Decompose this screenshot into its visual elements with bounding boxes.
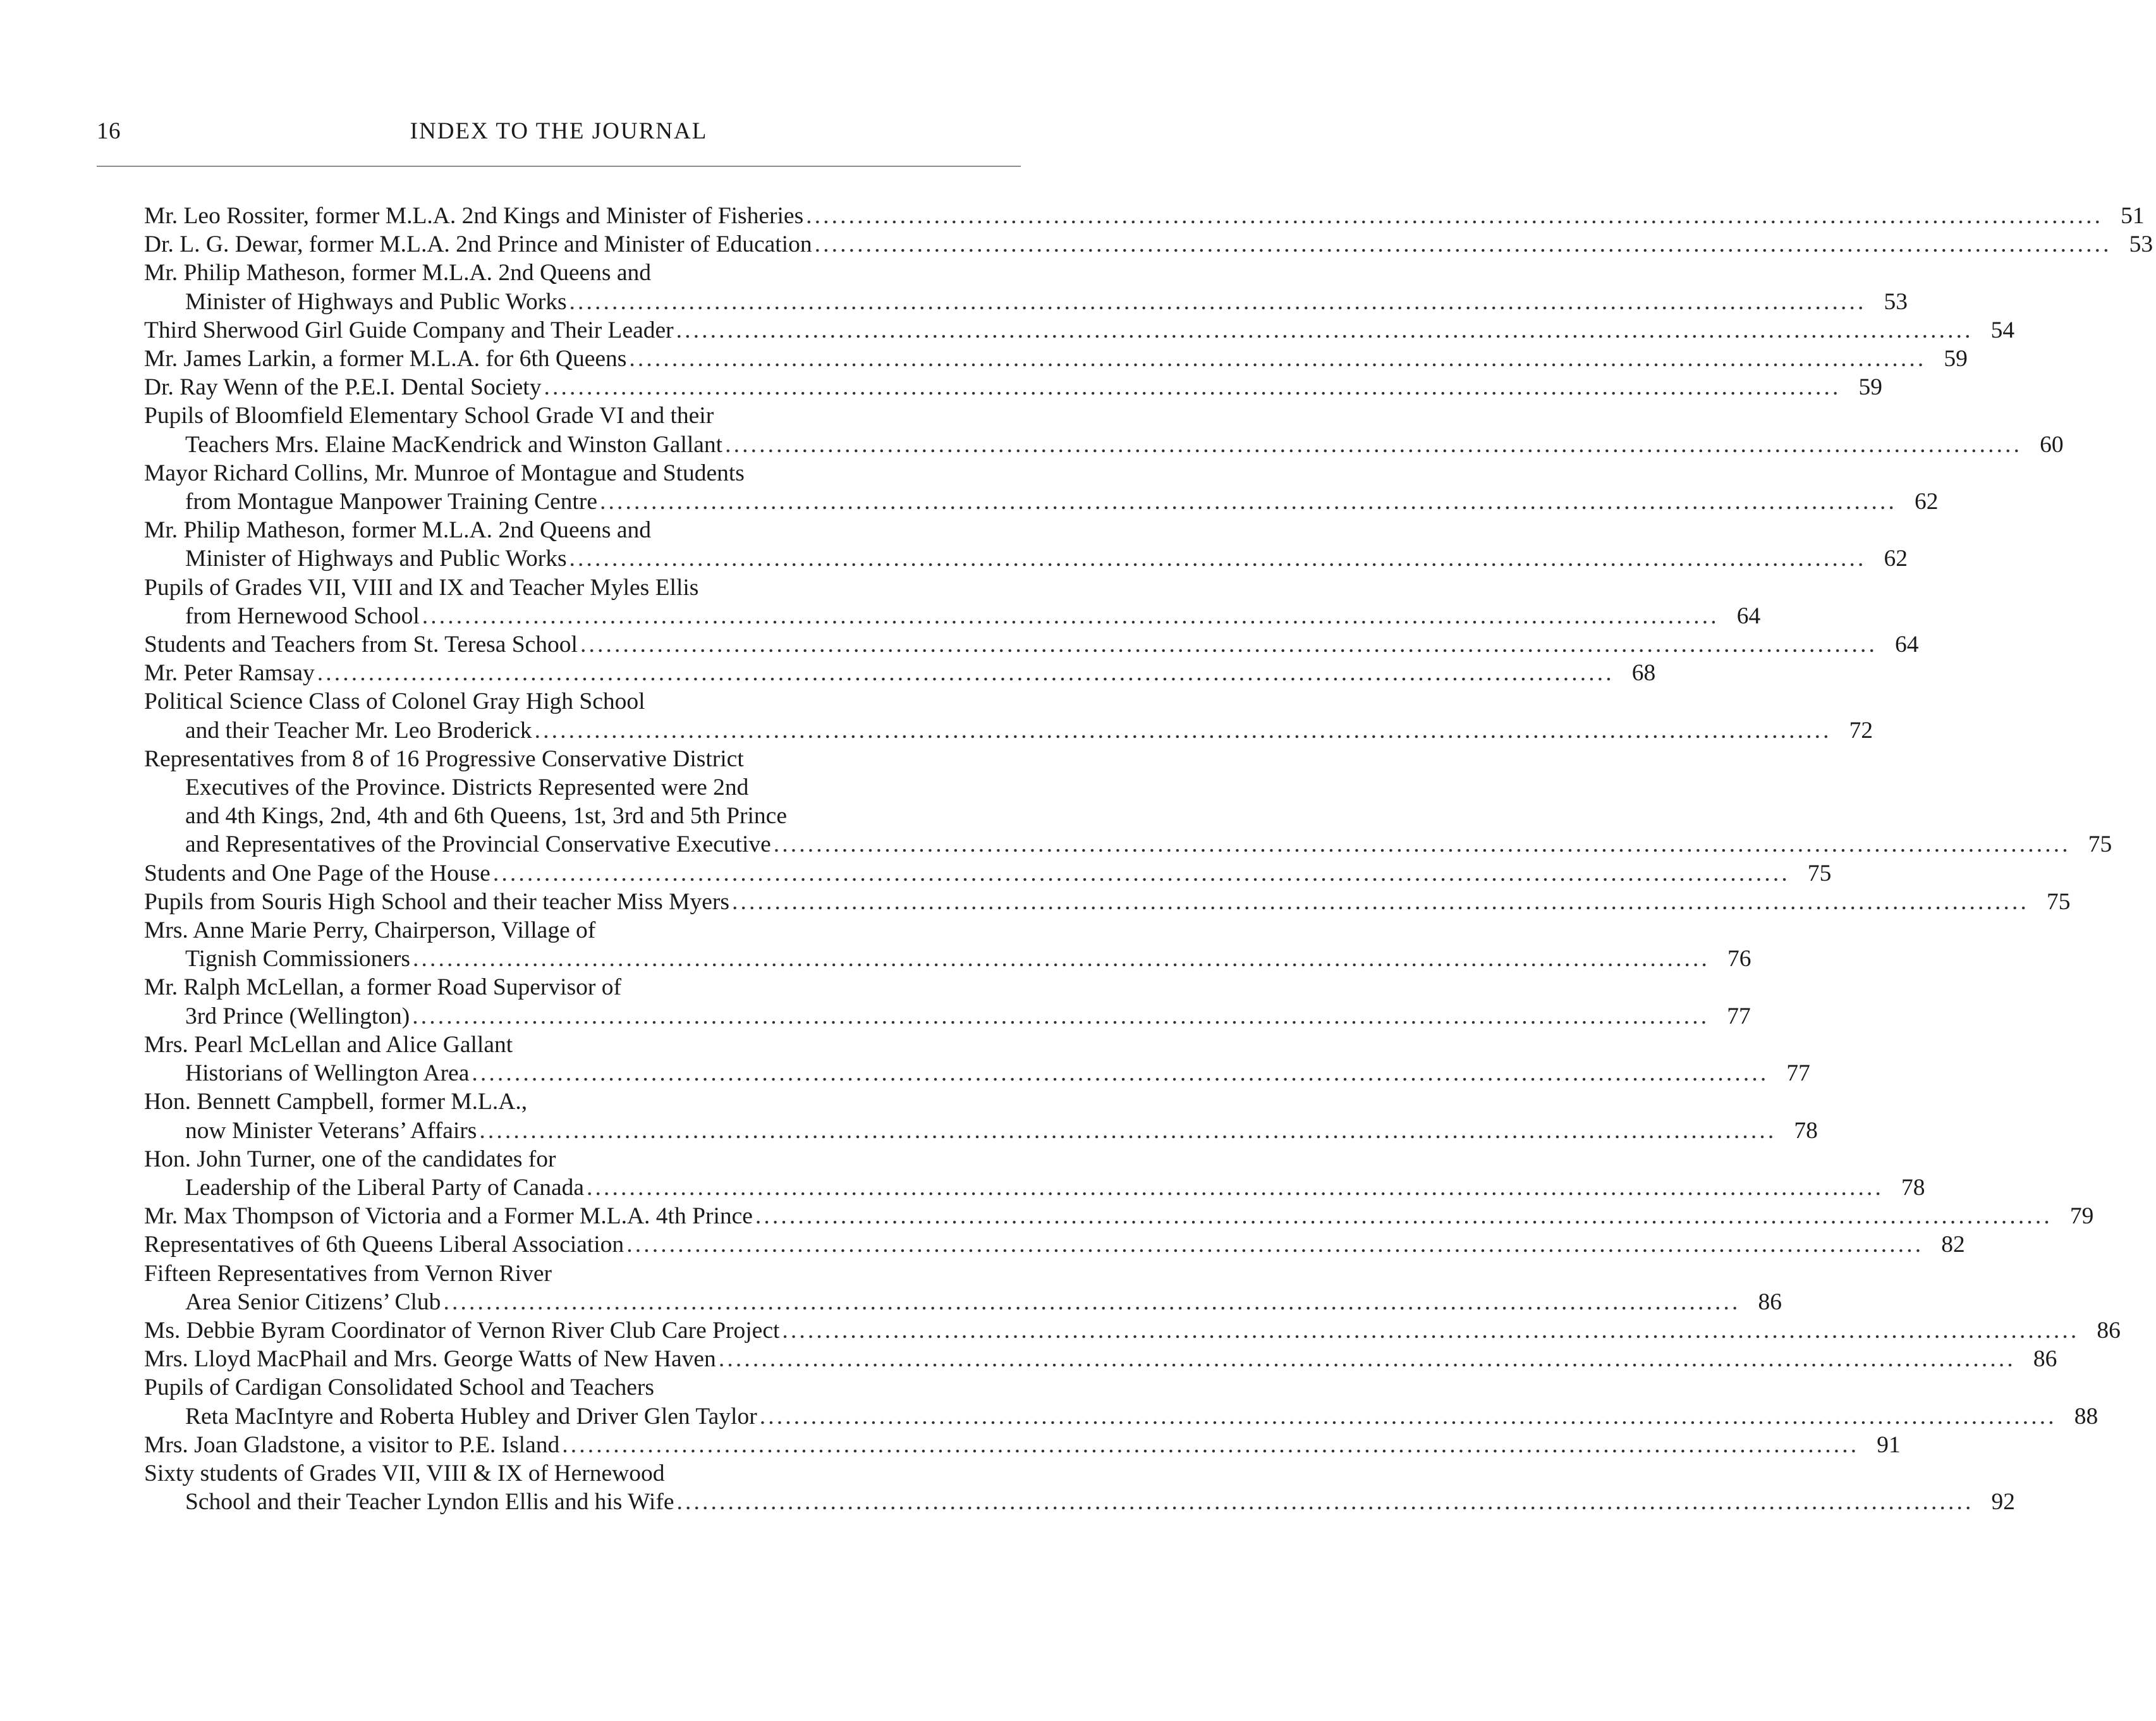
dot-leader: ........................................................................................................................................................ — [544, 374, 1841, 401]
entry-page-number: 78 — [1901, 1174, 1925, 1201]
entry-text: Executives of the Province. Districts Represented were 2nd — [185, 775, 749, 801]
entry-page-number: 68 — [1631, 660, 1656, 687]
entry-text: Mrs. Pearl McLellan and Alice Gallant — [144, 1031, 513, 1058]
dot-leader: ........................................................................................................................................................ — [443, 1289, 1741, 1315]
entry-line — [144, 659, 1656, 687]
index-entry — [144, 1259, 1782, 1316]
entry-text: Minister of Highways and Public Works — [185, 546, 567, 572]
entry-text: Leadership of the Liberal Party of Canada — [185, 1174, 584, 1201]
entry-text: Mr. Ralph McLellan, a former Road Supervisor of — [144, 974, 622, 1001]
dot-leader: ........................................................................................................................................................ — [492, 860, 1790, 886]
dot-leader: ........................................................................................................................................................ — [413, 946, 1710, 972]
index-entry — [144, 316, 2015, 345]
entry-page-number: 92 — [1991, 1489, 2015, 1516]
entry-line — [144, 459, 1023, 487]
index-entry — [144, 687, 1873, 744]
entry-continuation-line — [144, 1173, 1925, 1202]
index-entry — [144, 401, 2064, 458]
page-number: 16 — [97, 118, 121, 144]
index-entry — [144, 373, 1882, 401]
index-entry — [144, 659, 1656, 687]
index-entry — [144, 1345, 2057, 1373]
dot-leader: ........................................................................................................................................................ — [562, 1431, 1860, 1458]
entry-page-number: 82 — [1941, 1232, 1965, 1258]
entry-text: Representatives of 6th Queens Liberal Association — [144, 1232, 624, 1258]
entry-text: Mr. Peter Ramsay — [144, 660, 315, 687]
dot-leader: ........................................................................................................................................................ — [731, 888, 2029, 915]
entry-line — [144, 573, 1023, 602]
dot-leader: ........................................................................................................................................................ — [718, 1346, 2016, 1373]
entry-text: and 4th Kings, 2nd, 4th and 6th Queens, 1st, 3rd and 5th Prince — [185, 803, 787, 830]
index-entry — [144, 459, 1939, 516]
entry-line — [144, 345, 1968, 373]
entry-text: Hon. Bennett Campbell, former M.L.A., — [144, 1089, 528, 1115]
entry-page-number: 91 — [1877, 1431, 1901, 1458]
dot-leader: ........................................................................................................................................................ — [629, 346, 1927, 372]
entry-text: now Minister Veterans’ Affairs — [185, 1117, 477, 1144]
entry-line — [144, 1031, 1023, 1059]
entry-line — [144, 916, 1023, 945]
entry-text: Sixty students of Grades VII, VIII & IX of Hernewood — [144, 1460, 665, 1486]
dot-leader: ........................................................................................................................................................ — [599, 489, 1897, 515]
index-entry — [144, 1431, 1901, 1459]
entry-line — [144, 687, 1023, 716]
entry-page-number: 53 — [2129, 231, 2153, 258]
entry-text: 3rd Prince (Wellington) — [185, 1003, 410, 1029]
entry-continuation-line — [144, 830, 2112, 859]
entry-line — [144, 1345, 2057, 1373]
dot-leader: ........................................................................................................................................................ — [676, 1489, 1974, 1516]
entry-line — [144, 1202, 2094, 1230]
index-entry — [144, 745, 2112, 859]
entry-page-number: 86 — [2097, 1317, 2121, 1344]
entry-text: Pupils of Bloomfield Elementary School Grade VI and their — [144, 403, 714, 429]
entry-page-number: 64 — [1894, 632, 1919, 658]
index-entry — [144, 259, 1908, 315]
entry-line — [144, 1373, 1023, 1402]
entry-text: Historians of Wellington Area — [185, 1060, 470, 1087]
entry-page-number: 60 — [2040, 431, 2064, 458]
entry-continuation-line — [144, 487, 1939, 516]
entry-text: Political Science Class of Colonel Gray High School — [144, 689, 645, 715]
index-entry — [144, 1373, 2098, 1430]
entry-continuation-line — [144, 802, 1023, 830]
entry-continuation-line — [144, 544, 1908, 573]
entry-text: and Representatives of the Provincial Conservative Executive — [185, 831, 771, 858]
index-entry — [144, 888, 2071, 916]
entry-text: Mrs. Lloyd MacPhail and Mrs. George Watts of New Haven — [144, 1346, 716, 1373]
entry-page-number: 77 — [1786, 1060, 1810, 1087]
entry-line — [144, 259, 1023, 287]
entry-text: Dr. L. G. Dewar, former M.L.A. 2nd Prince and Minister of Education — [144, 231, 812, 258]
entry-line — [144, 745, 1023, 773]
entry-text: School and their Teacher Lyndon Ellis and his Wife — [185, 1489, 674, 1516]
entry-text: Pupils from Souris High School and their teacher Miss Myers — [144, 888, 729, 915]
index-entry — [144, 230, 2153, 259]
running-title: INDEX TO THE JOURNAL — [410, 118, 708, 144]
entry-page-number: 53 — [1884, 288, 1908, 315]
entry-text: Third Sherwood Girl Guide Company and Their Leader — [144, 317, 674, 343]
entry-continuation-line — [144, 716, 1873, 745]
entry-continuation-line — [144, 1488, 2015, 1516]
entry-line — [144, 1087, 1023, 1116]
index-entries — [144, 202, 2153, 1516]
entry-line — [144, 401, 1023, 430]
entry-text: Fifteen Representatives from Vernon River — [144, 1260, 552, 1287]
entry-line — [144, 202, 2145, 230]
entry-page-number: 51 — [2121, 203, 2145, 229]
entry-line — [144, 888, 2071, 916]
entry-continuation-line — [144, 1002, 1751, 1031]
dot-leader: ........................................................................................................................................................ — [569, 546, 1867, 572]
entry-page-number: 75 — [1807, 860, 1832, 886]
entry-line — [144, 1316, 2121, 1345]
entry-page-number: 86 — [1758, 1289, 1782, 1315]
index-entry — [144, 1202, 2094, 1230]
entry-continuation-line — [144, 945, 1751, 973]
entry-page-number: 76 — [1727, 946, 1751, 972]
entry-line — [144, 859, 1832, 888]
entry-page-number: 54 — [1990, 317, 2015, 343]
dot-leader: ........................................................................................................................................................ — [569, 288, 1867, 315]
dot-leader: ........................................................................................................................................................ — [773, 831, 2071, 858]
header-rule — [97, 166, 1021, 167]
entry-line — [144, 1431, 1901, 1459]
entry-text: Representatives from 8 of 16 Progressive Conservative District — [144, 745, 744, 772]
entry-text: Mrs. Anne Marie Perry, Chairperson, Village of — [144, 917, 596, 944]
dot-leader: ........................................................................................................................................................ — [676, 317, 1973, 343]
entry-page-number: 72 — [1849, 717, 1873, 744]
entry-text: Ms. Debbie Byram Coordinator of Vernon River Club Care Project — [144, 1317, 780, 1344]
entry-text: Students and Teachers from St. Teresa School — [144, 632, 578, 658]
entry-text: Mr. Philip Matheson, former M.L.A. 2nd Queens and — [144, 260, 651, 286]
entry-page-number: 75 — [2088, 831, 2112, 858]
page-header — [97, 118, 1021, 153]
entry-text: Hon. John Turner, one of the candidates for — [144, 1146, 556, 1172]
dot-leader: ........................................................................................................................................................ — [725, 431, 2023, 458]
entry-continuation-line — [144, 1117, 1818, 1145]
entry-text: Reta MacIntyre and Roberta Hubley and Driver Glen Taylor — [185, 1403, 757, 1430]
entry-text: Area Senior Citizens’ Club — [185, 1289, 441, 1315]
entry-line — [144, 316, 2015, 345]
index-entry — [144, 516, 1908, 573]
entry-line — [144, 373, 1882, 401]
entry-page-number: 86 — [2033, 1346, 2057, 1373]
dot-leader: ........................................................................................................................................................ — [806, 203, 2104, 229]
index-entry — [144, 202, 2145, 230]
dot-leader: ........................................................................................................................................................ — [472, 1060, 1769, 1087]
entry-continuation-line — [144, 602, 1761, 630]
entry-line — [144, 230, 2153, 259]
dot-leader: ........................................................................................................................................................ — [755, 1203, 2052, 1230]
entry-page-number: 77 — [1727, 1003, 1751, 1029]
index-entry — [144, 973, 1751, 1030]
entry-text: Teachers Mrs. Elaine MacKendrick and Winston Gallant — [185, 431, 723, 458]
entry-line — [144, 1459, 1023, 1488]
index-entry — [144, 573, 1761, 630]
dot-leader: ........................................................................................................................................................ — [782, 1317, 2080, 1344]
dot-leader: ........................................................................................................................................................ — [759, 1403, 2057, 1430]
index-entry — [144, 1087, 1818, 1144]
dot-leader: ........................................................................................................................................................ — [587, 1174, 1884, 1201]
entry-page-number: 59 — [1858, 374, 1882, 401]
entry-text: Pupils of Cardigan Consolidated School and Teachers — [144, 1375, 654, 1401]
dot-leader: ........................................................................................................................................................ — [479, 1117, 1777, 1144]
index-entry — [144, 1459, 2015, 1516]
entry-continuation-line — [144, 773, 1023, 802]
entry-continuation-line — [144, 288, 1908, 316]
entry-page-number: 59 — [1944, 346, 1968, 372]
entry-text: Tignish Commissioners — [185, 946, 410, 972]
index-entry — [144, 1031, 1810, 1087]
entry-page-number: 75 — [2046, 888, 2071, 915]
index-entry — [144, 630, 1919, 659]
entry-page-number: 88 — [2074, 1403, 2098, 1430]
entry-line — [144, 973, 1023, 1001]
entry-text: from Montague Manpower Training Centre — [185, 489, 597, 515]
entry-line — [144, 630, 1919, 659]
entry-text: Mr. Philip Matheson, former M.L.A. 2nd Queens and — [144, 517, 651, 544]
entry-text: and their Teacher Mr. Leo Broderick — [185, 717, 532, 744]
entry-text: Minister of Highways and Public Works — [185, 288, 567, 315]
entry-line — [144, 1145, 1023, 1173]
dot-leader: ........................................................................................................................................................ — [422, 603, 1719, 629]
index-entry — [144, 859, 1832, 888]
entry-line — [144, 1230, 1965, 1259]
entry-text: Mr. Leo Rossiter, former M.L.A. 2nd Kings and Minister of Fisheries — [144, 203, 804, 229]
entry-text: Dr. Ray Wenn of the P.E.I. Dental Society — [144, 374, 542, 401]
entry-page-number: 62 — [1884, 546, 1908, 572]
entry-text: Mr. Max Thompson of Victoria and a Former M.L.A. 4th Prince — [144, 1203, 753, 1230]
index-entry — [144, 1145, 1925, 1202]
dot-leader: ........................................................................................................................................................ — [626, 1232, 1924, 1258]
entry-page-number: 64 — [1736, 603, 1761, 629]
index-entry — [144, 345, 1968, 373]
entry-text: Pupils of Grades VII, VIII and IX and Teacher Myles Ellis — [144, 574, 699, 601]
dot-leader: ........................................................................................................................................................ — [814, 231, 2112, 258]
index-entry — [144, 1316, 2121, 1345]
entry-text: Mrs. Joan Gladstone, a visitor to P.E. Island — [144, 1431, 560, 1458]
dot-leader: ........................................................................................................................................................ — [534, 717, 1832, 744]
entry-line — [144, 516, 1023, 544]
dot-leader: ........................................................................................................................................................ — [412, 1003, 1710, 1029]
entry-text: Mayor Richard Collins, Mr. Munroe of Montague and Students — [144, 460, 745, 486]
dot-leader: ........................................................................................................................................................ — [317, 660, 1614, 687]
entry-continuation-line — [144, 1402, 2098, 1431]
entry-text: Mr. James Larkin, a former M.L.A. for 6th Queens — [144, 346, 627, 372]
dot-leader: ........................................................................................................................................................ — [580, 632, 1877, 658]
entry-continuation-line — [144, 431, 2064, 459]
entry-page-number: 79 — [2069, 1203, 2094, 1230]
entry-text: from Hernewood School — [185, 603, 420, 629]
entry-continuation-line — [144, 1059, 1810, 1087]
index-entry — [144, 916, 1751, 973]
entry-text: Students and One Page of the House — [144, 860, 490, 886]
entry-page-number: 78 — [1794, 1117, 1818, 1144]
entry-line — [144, 1259, 1023, 1288]
index-entry — [144, 1230, 1965, 1259]
entry-continuation-line — [144, 1288, 1782, 1316]
entry-page-number: 62 — [1914, 489, 1939, 515]
